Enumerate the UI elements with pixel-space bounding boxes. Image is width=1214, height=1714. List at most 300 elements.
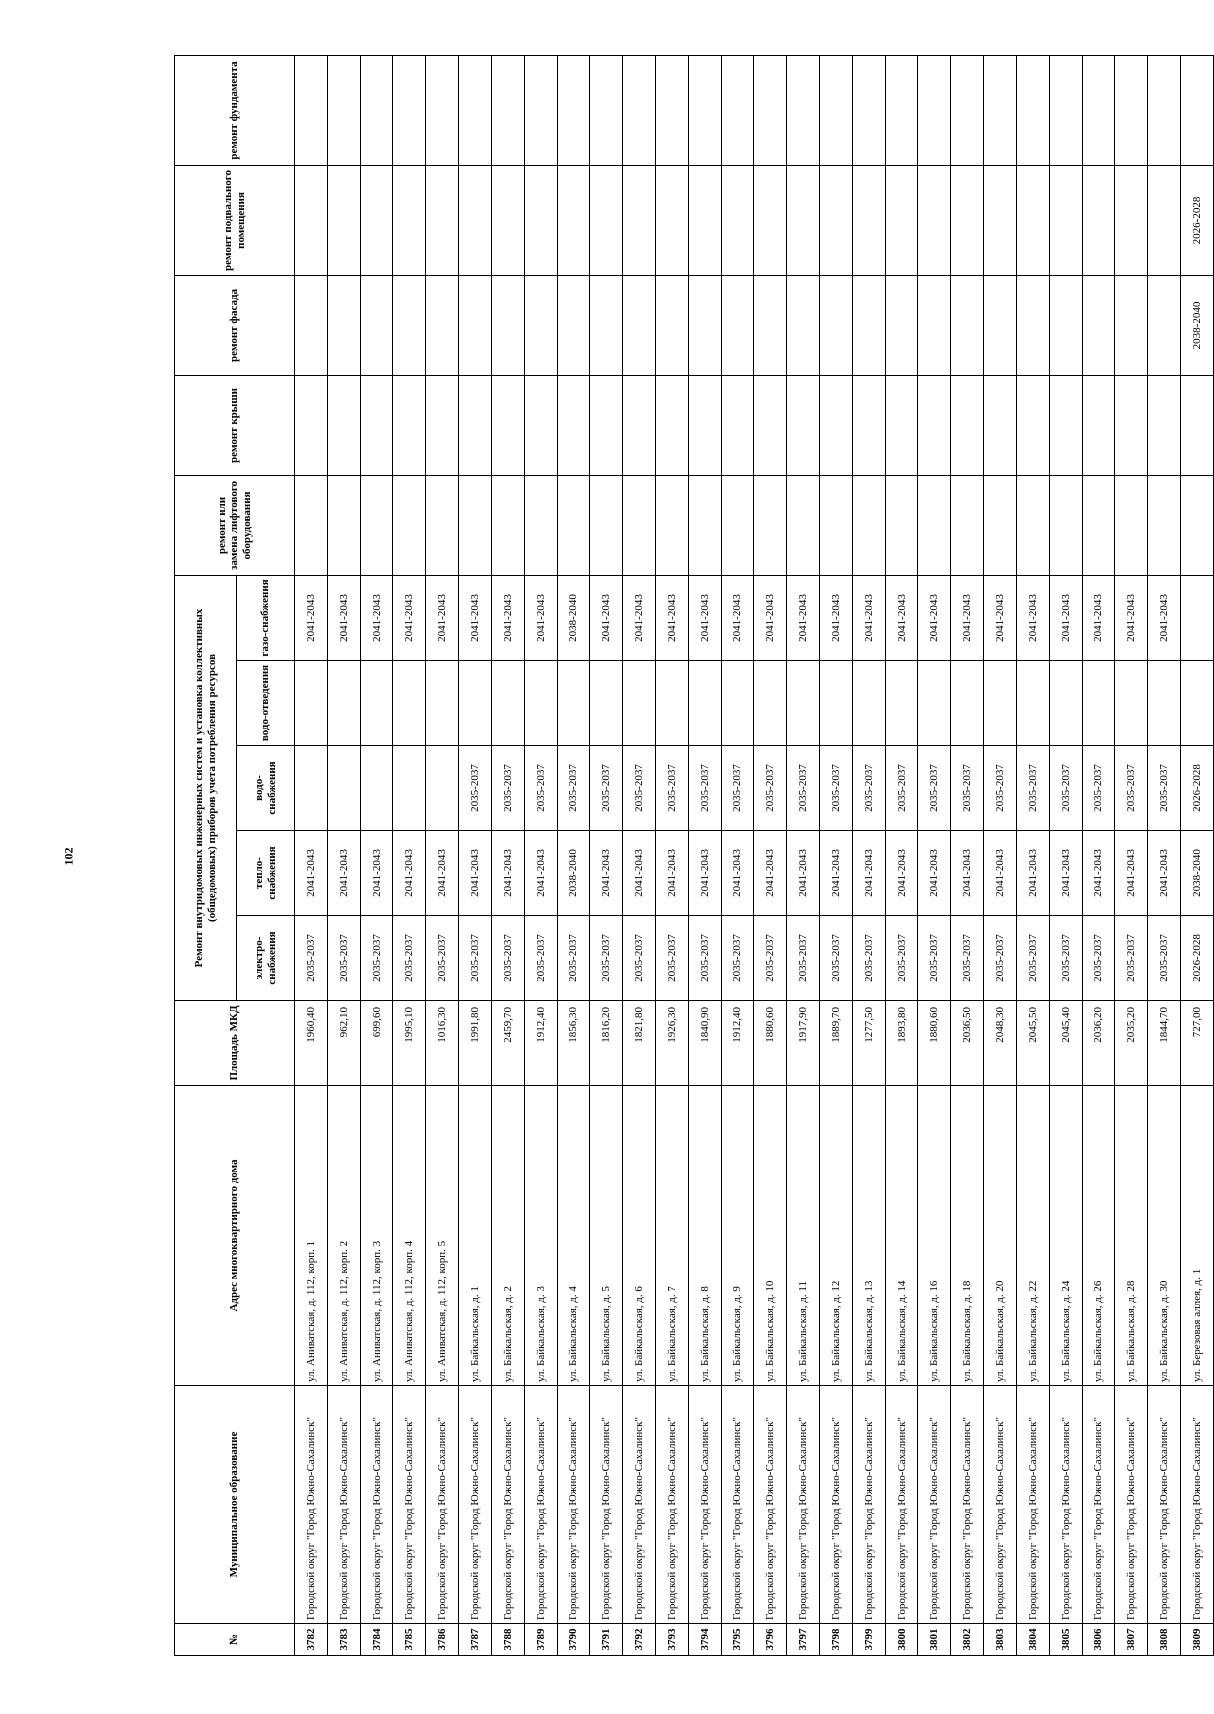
- table-row: [1016, 55, 1049, 1655]
- cell-foundation: [984, 55, 1017, 165]
- cell-municipality: Городской округ "Город Южно-Сахалинск": [1082, 1386, 1115, 1624]
- cell-elevator: [524, 475, 557, 575]
- cell-basement: [557, 165, 590, 275]
- cell-num: 3786: [426, 1624, 459, 1656]
- cell-heat: 2041-2043: [295, 831, 328, 916]
- cell-address: ул. Березовая аллея, д. 1: [1180, 1086, 1213, 1386]
- cell-area: 1856,30: [557, 1001, 590, 1086]
- header-roof: ремонт крыши: [175, 375, 295, 475]
- cell-heat: 2041-2043: [360, 831, 393, 916]
- table-row: [623, 55, 656, 1655]
- cell-facade: [885, 275, 918, 375]
- cell-drainage: [491, 661, 524, 746]
- cell-area: 2036,50: [951, 1001, 984, 1086]
- cell-area: 2035,20: [1115, 1001, 1148, 1086]
- cell-area: 1277,50: [852, 1001, 885, 1086]
- cell-facade: [1082, 275, 1115, 375]
- cell-foundation: [623, 55, 656, 165]
- cell-foundation: [491, 55, 524, 165]
- cell-facade: [918, 275, 951, 375]
- cell-foundation: [1115, 55, 1148, 165]
- header-water: водо-снабжения: [237, 746, 295, 831]
- table-row: [1180, 55, 1213, 1655]
- cell-basement: [1082, 165, 1115, 275]
- cell-foundation: [1082, 55, 1115, 165]
- cell-drainage: [557, 661, 590, 746]
- cell-num: 3804: [1016, 1624, 1049, 1656]
- cell-roof: [721, 375, 754, 475]
- cell-drainage: [1016, 661, 1049, 746]
- cell-facade: [1016, 275, 1049, 375]
- cell-gas: 2041-2043: [721, 575, 754, 660]
- cell-basement: [426, 165, 459, 275]
- cell-facade: [688, 275, 721, 375]
- cell-gas: [1180, 575, 1213, 660]
- cell-basement: [623, 165, 656, 275]
- cell-water: [393, 746, 426, 831]
- header-area: Площадь МКД: [175, 1001, 295, 1086]
- cell-facade: [984, 275, 1017, 375]
- header-drainage: водо-отведения: [237, 661, 295, 746]
- cell-roof: [951, 375, 984, 475]
- cell-gas: 2041-2043: [754, 575, 787, 660]
- cell-municipality: Городской округ "Город Южно-Сахалинск": [393, 1386, 426, 1624]
- cell-elevator: [885, 475, 918, 575]
- cell-num: 3789: [524, 1624, 557, 1656]
- table-row: [754, 55, 787, 1655]
- cell-municipality: Городской округ "Город Южно-Сахалинск": [426, 1386, 459, 1624]
- cell-drainage: [688, 661, 721, 746]
- cell-num: 3807: [1115, 1624, 1148, 1656]
- cell-gas: 2041-2043: [885, 575, 918, 660]
- cell-roof: [393, 375, 426, 475]
- cell-address: ул. Байкальская, д. 26: [1082, 1086, 1115, 1386]
- cell-municipality: Городской округ "Город Южно-Сахалинск": [295, 1386, 328, 1624]
- cell-foundation: [852, 55, 885, 165]
- cell-basement: [984, 165, 1017, 275]
- cell-address: ул. Байкальская, д. 14: [885, 1086, 918, 1386]
- cell-heat: 2041-2043: [852, 831, 885, 916]
- table-row: [426, 55, 459, 1655]
- cell-heat: 2041-2043: [918, 831, 951, 916]
- cell-municipality: Городской округ "Город Южно-Сахалинск": [852, 1386, 885, 1624]
- table-body: [295, 55, 1214, 1655]
- cell-elevator: [623, 475, 656, 575]
- cell-heat: 2041-2043: [590, 831, 623, 916]
- cell-foundation: [557, 55, 590, 165]
- cell-water: 2035-2037: [1082, 746, 1115, 831]
- cell-drainage: [1115, 661, 1148, 746]
- cell-municipality: Городской округ "Город Южно-Сахалинск": [1049, 1386, 1082, 1624]
- cell-electric: 2035-2037: [327, 916, 360, 1001]
- cell-foundation: [1016, 55, 1049, 165]
- cell-area: 2036,20: [1082, 1001, 1115, 1086]
- cell-basement: [820, 165, 853, 275]
- cell-roof: [557, 375, 590, 475]
- cell-num: 3796: [754, 1624, 787, 1656]
- cell-drainage: [655, 661, 688, 746]
- cell-municipality: Городской округ "Город Южно-Сахалинск": [491, 1386, 524, 1624]
- cell-num: 3793: [655, 1624, 688, 1656]
- table-row: [885, 55, 918, 1655]
- cell-area: 2045,40: [1049, 1001, 1082, 1086]
- cell-foundation: [459, 55, 492, 165]
- cell-facade: [393, 275, 426, 375]
- cell-water: 2026-2028: [1180, 746, 1213, 831]
- cell-elevator: [1148, 475, 1181, 575]
- table-row: [984, 55, 1017, 1655]
- cell-elevator: [1180, 475, 1213, 575]
- cell-electric: 2035-2037: [360, 916, 393, 1001]
- cell-electric: 2035-2037: [820, 916, 853, 1001]
- cell-roof: [655, 375, 688, 475]
- cell-gas: 2041-2043: [918, 575, 951, 660]
- cell-address: ул. Байкальская, д. 13: [852, 1086, 885, 1386]
- table-row: [1082, 55, 1115, 1655]
- cell-basement: [1115, 165, 1148, 275]
- cell-water: [327, 746, 360, 831]
- cell-municipality: Городской округ "Город Южно-Сахалинск": [984, 1386, 1017, 1624]
- cell-foundation: [655, 55, 688, 165]
- cell-address: ул. Байкальская, д. 10: [754, 1086, 787, 1386]
- cell-foundation: [1180, 55, 1213, 165]
- cell-foundation: [820, 55, 853, 165]
- cell-water: 2035-2037: [787, 746, 820, 831]
- cell-basement: [688, 165, 721, 275]
- cell-elevator: [459, 475, 492, 575]
- cell-roof: [623, 375, 656, 475]
- cell-foundation: [787, 55, 820, 165]
- cell-electric: 2035-2037: [787, 916, 820, 1001]
- cell-roof: [754, 375, 787, 475]
- cell-gas: 2041-2043: [590, 575, 623, 660]
- cell-basement: [491, 165, 524, 275]
- cell-water: 2035-2037: [754, 746, 787, 831]
- header-engineering-group: Ремонт внутридомовых инженерных систем и установка коллективных (общедомовых) приборов учета потребления ресурсов: [175, 575, 237, 1000]
- cell-municipality: Городской округ "Город Южно-Сахалинск": [951, 1386, 984, 1624]
- cell-facade: [951, 275, 984, 375]
- cell-electric: 2035-2037: [951, 916, 984, 1001]
- cell-municipality: Городской округ "Город Южно-Сахалинск": [885, 1386, 918, 1624]
- cell-area: 1880,60: [918, 1001, 951, 1086]
- cell-elevator: [951, 475, 984, 575]
- cell-num: 3800: [885, 1624, 918, 1656]
- cell-basement: [655, 165, 688, 275]
- cell-water: 2035-2037: [820, 746, 853, 831]
- cell-facade: [459, 275, 492, 375]
- cell-roof: [459, 375, 492, 475]
- cell-electric: 2035-2037: [426, 916, 459, 1001]
- cell-num: 3797: [787, 1624, 820, 1656]
- cell-gas: 2041-2043: [951, 575, 984, 660]
- header-address: Адрес многоквартирного дома: [175, 1086, 295, 1386]
- cell-num: 3784: [360, 1624, 393, 1656]
- cell-municipality: Городской округ "Город Южно-Сахалинск": [524, 1386, 557, 1624]
- cell-electric: 2035-2037: [491, 916, 524, 1001]
- cell-basement: [1016, 165, 1049, 275]
- cell-municipality: Городской округ "Город Южно-Сахалинск": [557, 1386, 590, 1624]
- cell-address: ул. Байкальская, д. 18: [951, 1086, 984, 1386]
- cell-municipality: Городской округ "Город Южно-Сахалинск": [1180, 1386, 1213, 1624]
- cell-address: ул. Аниватская, д. 112, корп. 4: [393, 1086, 426, 1386]
- table-row: [787, 55, 820, 1655]
- cell-basement: [327, 165, 360, 275]
- cell-basement: [590, 165, 623, 275]
- cell-water: 2035-2037: [984, 746, 1017, 831]
- cell-water: 2035-2037: [918, 746, 951, 831]
- cell-basement: [393, 165, 426, 275]
- cell-foundation: [327, 55, 360, 165]
- cell-elevator: [360, 475, 393, 575]
- table-row: [590, 55, 623, 1655]
- cell-roof: [360, 375, 393, 475]
- cell-roof: [1049, 375, 1082, 475]
- cell-foundation: [524, 55, 557, 165]
- cell-gas: 2041-2043: [1049, 575, 1082, 660]
- cell-heat: 2041-2043: [623, 831, 656, 916]
- cell-elevator: [655, 475, 688, 575]
- cell-drainage: [524, 661, 557, 746]
- cell-elevator: [852, 475, 885, 575]
- cell-basement: [1148, 165, 1181, 275]
- cell-drainage: [327, 661, 360, 746]
- cell-basement: 2026-2028: [1180, 165, 1213, 275]
- cell-municipality: Городской округ "Город Южно-Сахалинск": [688, 1386, 721, 1624]
- cell-electric: 2035-2037: [393, 916, 426, 1001]
- table-row: [1115, 55, 1148, 1655]
- cell-drainage: [459, 661, 492, 746]
- cell-area: 2459,70: [491, 1001, 524, 1086]
- cell-water: 2035-2037: [459, 746, 492, 831]
- cell-drainage: [1180, 661, 1213, 746]
- cell-drainage: [426, 661, 459, 746]
- cell-elevator: [426, 475, 459, 575]
- cell-area: 1816,20: [590, 1001, 623, 1086]
- cell-drainage: [360, 661, 393, 746]
- cell-gas: 2041-2043: [327, 575, 360, 660]
- cell-electric: 2035-2037: [918, 916, 951, 1001]
- cell-electric: 2035-2037: [852, 916, 885, 1001]
- cell-electric: 2035-2037: [459, 916, 492, 1001]
- cell-facade: [295, 275, 328, 375]
- cell-address: ул. Аниватская, д. 112, корп. 2: [327, 1086, 360, 1386]
- header-facade: ремонт фасада: [175, 275, 295, 375]
- cell-water: 2035-2037: [1115, 746, 1148, 831]
- cell-address: ул. Байкальская, д. 7: [655, 1086, 688, 1386]
- cell-municipality: Городской округ "Город Южно-Сахалинск": [721, 1386, 754, 1624]
- cell-area: 727,00: [1180, 1001, 1213, 1086]
- cell-electric: 2035-2037: [688, 916, 721, 1001]
- cell-area: 1893,80: [885, 1001, 918, 1086]
- cell-address: ул. Байкальская, д. 12: [820, 1086, 853, 1386]
- cell-area: 1844,70: [1148, 1001, 1181, 1086]
- cell-gas: 2041-2043: [984, 575, 1017, 660]
- cell-drainage: [820, 661, 853, 746]
- cell-foundation: [885, 55, 918, 165]
- cell-heat: 2038-2040: [557, 831, 590, 916]
- cell-facade: [852, 275, 885, 375]
- cell-basement: [459, 165, 492, 275]
- cell-foundation: [918, 55, 951, 165]
- table-row: [951, 55, 984, 1655]
- cell-facade: [426, 275, 459, 375]
- cell-heat: 2041-2043: [820, 831, 853, 916]
- cell-facade: [590, 275, 623, 375]
- cell-gas: 2041-2043: [688, 575, 721, 660]
- cell-facade: [557, 275, 590, 375]
- cell-gas: 2041-2043: [852, 575, 885, 660]
- header-gas: газо-снабжения: [237, 575, 295, 660]
- rotated-sheet: [174, 56, 1214, 1656]
- table-row: [1049, 55, 1082, 1655]
- cell-address: ул. Байкальская, д. 11: [787, 1086, 820, 1386]
- cell-roof: [984, 375, 1017, 475]
- cell-address: ул. Байкальская, д. 16: [918, 1086, 951, 1386]
- cell-roof: [524, 375, 557, 475]
- cell-drainage: [885, 661, 918, 746]
- cell-elevator: [557, 475, 590, 575]
- cell-area: 1016,30: [426, 1001, 459, 1086]
- cell-municipality: Городской округ "Город Южно-Сахалинск": [459, 1386, 492, 1624]
- cell-water: 2035-2037: [721, 746, 754, 831]
- cell-heat: 2041-2043: [459, 831, 492, 916]
- cell-facade: [623, 275, 656, 375]
- header-elevator: ремонт или замена лифтового оборудования: [175, 475, 295, 575]
- cell-basement: [721, 165, 754, 275]
- cell-foundation: [393, 55, 426, 165]
- cell-facade: [1049, 275, 1082, 375]
- cell-area: 1917,90: [787, 1001, 820, 1086]
- cell-gas: 2041-2043: [295, 575, 328, 660]
- cell-facade: [360, 275, 393, 375]
- cell-municipality: Городской округ "Город Южно-Сахалинск": [1115, 1386, 1148, 1624]
- cell-foundation: [721, 55, 754, 165]
- cell-area: 1880,60: [754, 1001, 787, 1086]
- cell-heat: 2041-2043: [721, 831, 754, 916]
- cell-basement: [885, 165, 918, 275]
- cell-num: 3805: [1049, 1624, 1082, 1656]
- table-row: [820, 55, 853, 1655]
- cell-address: ул. Аниватская, д. 112, корп. 1: [295, 1086, 328, 1386]
- cell-roof: [590, 375, 623, 475]
- cell-area: 1840,90: [688, 1001, 721, 1086]
- cell-electric: 2035-2037: [1148, 916, 1181, 1001]
- header-electric: электро-снабжения: [237, 916, 295, 1001]
- cell-elevator: [1082, 475, 1115, 575]
- cell-heat: 2041-2043: [426, 831, 459, 916]
- cell-elevator: [491, 475, 524, 575]
- cell-address: ул. Байкальская, д. 1: [459, 1086, 492, 1386]
- cell-facade: [721, 275, 754, 375]
- cell-gas: 2041-2043: [787, 575, 820, 660]
- cell-electric: 2035-2037: [1049, 916, 1082, 1001]
- cell-address: ул. Байкальская, д. 28: [1115, 1086, 1148, 1386]
- cell-gas: 2041-2043: [459, 575, 492, 660]
- cell-water: 2035-2037: [688, 746, 721, 831]
- cell-roof: [1082, 375, 1115, 475]
- table-row: [721, 55, 754, 1655]
- cell-municipality: Городской округ "Город Южно-Сахалинск": [327, 1386, 360, 1624]
- cell-water: [426, 746, 459, 831]
- table-row: [491, 55, 524, 1655]
- cell-elevator: [1115, 475, 1148, 575]
- cell-area: 1912,40: [524, 1001, 557, 1086]
- cell-gas: 2041-2043: [1115, 575, 1148, 660]
- cell-municipality: Городской округ "Город Южно-Сахалинск": [360, 1386, 393, 1624]
- cell-roof: [820, 375, 853, 475]
- cell-elevator: [327, 475, 360, 575]
- cell-num: 3782: [295, 1624, 328, 1656]
- cell-foundation: [1148, 55, 1181, 165]
- cell-roof: [885, 375, 918, 475]
- cell-heat: 2041-2043: [393, 831, 426, 916]
- cell-water: 2035-2037: [852, 746, 885, 831]
- cell-drainage: [1082, 661, 1115, 746]
- cell-num: 3803: [984, 1624, 1017, 1656]
- cell-area: 1926,30: [655, 1001, 688, 1086]
- cell-elevator: [1049, 475, 1082, 575]
- cell-elevator: [721, 475, 754, 575]
- cell-gas: 2041-2043: [524, 575, 557, 660]
- cell-water: 2035-2037: [655, 746, 688, 831]
- cell-area: 2048,30: [984, 1001, 1017, 1086]
- cell-area: 1991,80: [459, 1001, 492, 1086]
- cell-roof: [852, 375, 885, 475]
- cell-drainage: [787, 661, 820, 746]
- table-row: [459, 55, 492, 1655]
- cell-address: ул. Байкальская, д. 9: [721, 1086, 754, 1386]
- cell-electric: 2035-2037: [623, 916, 656, 1001]
- cell-num: 3798: [820, 1624, 853, 1656]
- cell-heat: 2041-2043: [1016, 831, 1049, 916]
- cell-elevator: [984, 475, 1017, 575]
- cell-heat: 2041-2043: [951, 831, 984, 916]
- cell-roof: [688, 375, 721, 475]
- cell-municipality: Городской округ "Город Южно-Сахалинск": [1148, 1386, 1181, 1624]
- cell-foundation: [688, 55, 721, 165]
- cell-gas: 2041-2043: [360, 575, 393, 660]
- table-row: [360, 55, 393, 1655]
- cell-address: ул. Байкальская, д. 3: [524, 1086, 557, 1386]
- cell-roof: [327, 375, 360, 475]
- cell-gas: 2038-2040: [557, 575, 590, 660]
- cell-electric: 2035-2037: [557, 916, 590, 1001]
- cell-drainage: [984, 661, 1017, 746]
- cell-num: 3801: [918, 1624, 951, 1656]
- page-number: 102: [61, 847, 76, 866]
- cell-address: ул. Байкальская, д. 4: [557, 1086, 590, 1386]
- cell-facade: [820, 275, 853, 375]
- cell-address: ул. Байкальская, д. 6: [623, 1086, 656, 1386]
- cell-address: ул. Байкальская, д. 8: [688, 1086, 721, 1386]
- cell-address: ул. Байкальская, д. 22: [1016, 1086, 1049, 1386]
- cell-municipality: Городской округ "Город Южно-Сахалинск": [623, 1386, 656, 1624]
- table-row: [852, 55, 885, 1655]
- cell-water: 2035-2037: [1049, 746, 1082, 831]
- cell-num: 3783: [327, 1624, 360, 1656]
- cell-facade: [1148, 275, 1181, 375]
- cell-drainage: [918, 661, 951, 746]
- cell-water: 2035-2037: [491, 746, 524, 831]
- table-row: [327, 55, 360, 1655]
- cell-heat: 2041-2043: [1049, 831, 1082, 916]
- cell-area: 699,60: [360, 1001, 393, 1086]
- cell-foundation: [590, 55, 623, 165]
- cell-area: 1821,80: [623, 1001, 656, 1086]
- cell-heat: 2041-2043: [754, 831, 787, 916]
- cell-electric: 2035-2037: [655, 916, 688, 1001]
- header-num: №: [175, 1624, 295, 1656]
